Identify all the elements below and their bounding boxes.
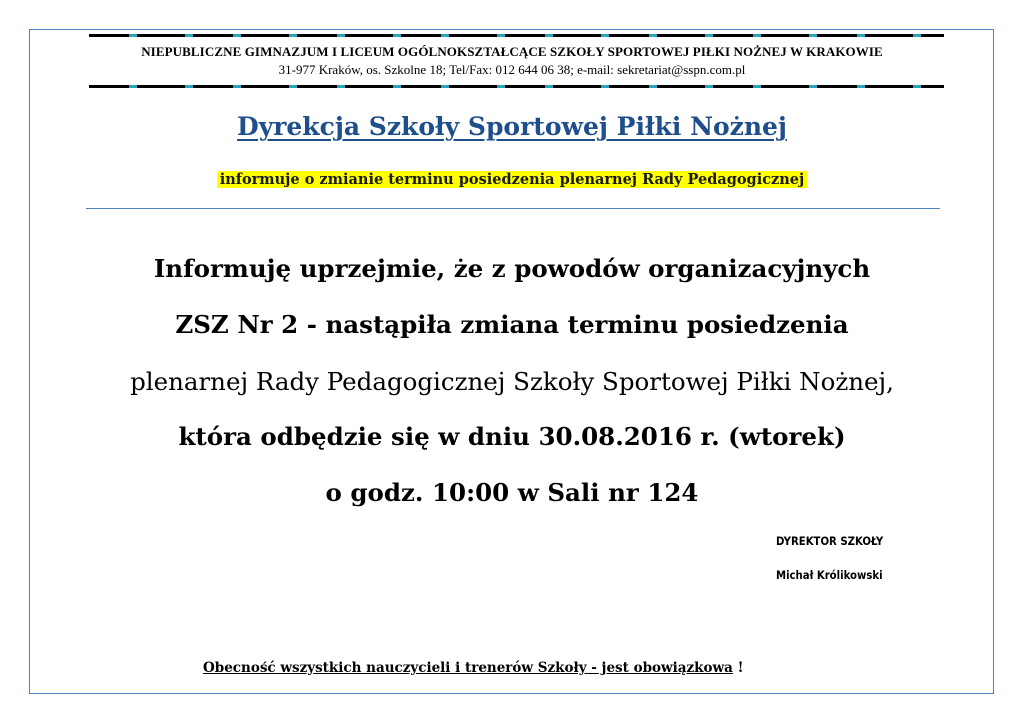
body-line-2: ZSZ Nr 2 - nastąpiła zmiana terminu posiedzenia (175, 310, 849, 339)
body-line-1: Informuję uprzejmie, że z powodów organizacyjnych (153, 254, 871, 283)
footer-text: Obecność wszystkich nauczycieli i trenerów Szkoły - jest obowiązkowa (203, 660, 733, 676)
school-address: 31-977 Kraków, os. Szkolne 18; Tel/Fax: 012 644 06 38; e-mail: sekretariat@sspn.com.pl (278, 62, 746, 77)
footer-suffix: ! (732, 660, 744, 676)
subtitle-container (0, 171, 1024, 189)
footer-notice (203, 660, 744, 676)
header-bottom-rule (89, 85, 944, 88)
school-name: NIEPUBLICZNE GIMNAZJUM I LICEUM OGÓLNOKSZTAŁCĄCE SZKOŁY SPORTOWEJ PIŁKI NOŻNEJ W KRAKOWIE (141, 44, 883, 59)
body-line-4: która odbędzie się w dniu 30.08.2016 r. (wtorek) (178, 422, 846, 451)
header-top-rule (89, 34, 944, 37)
signature-name: Michał Królikowski (776, 568, 883, 582)
body-line-3: plenarnej Rady Pedagogicznej Szkoły Sportowej Piłki Nożnej, (130, 367, 894, 396)
separator-line (86, 208, 940, 209)
page-title: Dyrekcja Szkoły Sportowej Piłki Nożnej (237, 112, 787, 141)
signature-role: DYREKTOR SZKOŁY (776, 534, 884, 548)
subtitle-highlight: informuje o zmianie terminu posiedzenia plenarnej Rady Pedagogicznej (217, 171, 808, 188)
body-line-5: o godz. 10:00 w Sali nr 124 (325, 478, 699, 507)
